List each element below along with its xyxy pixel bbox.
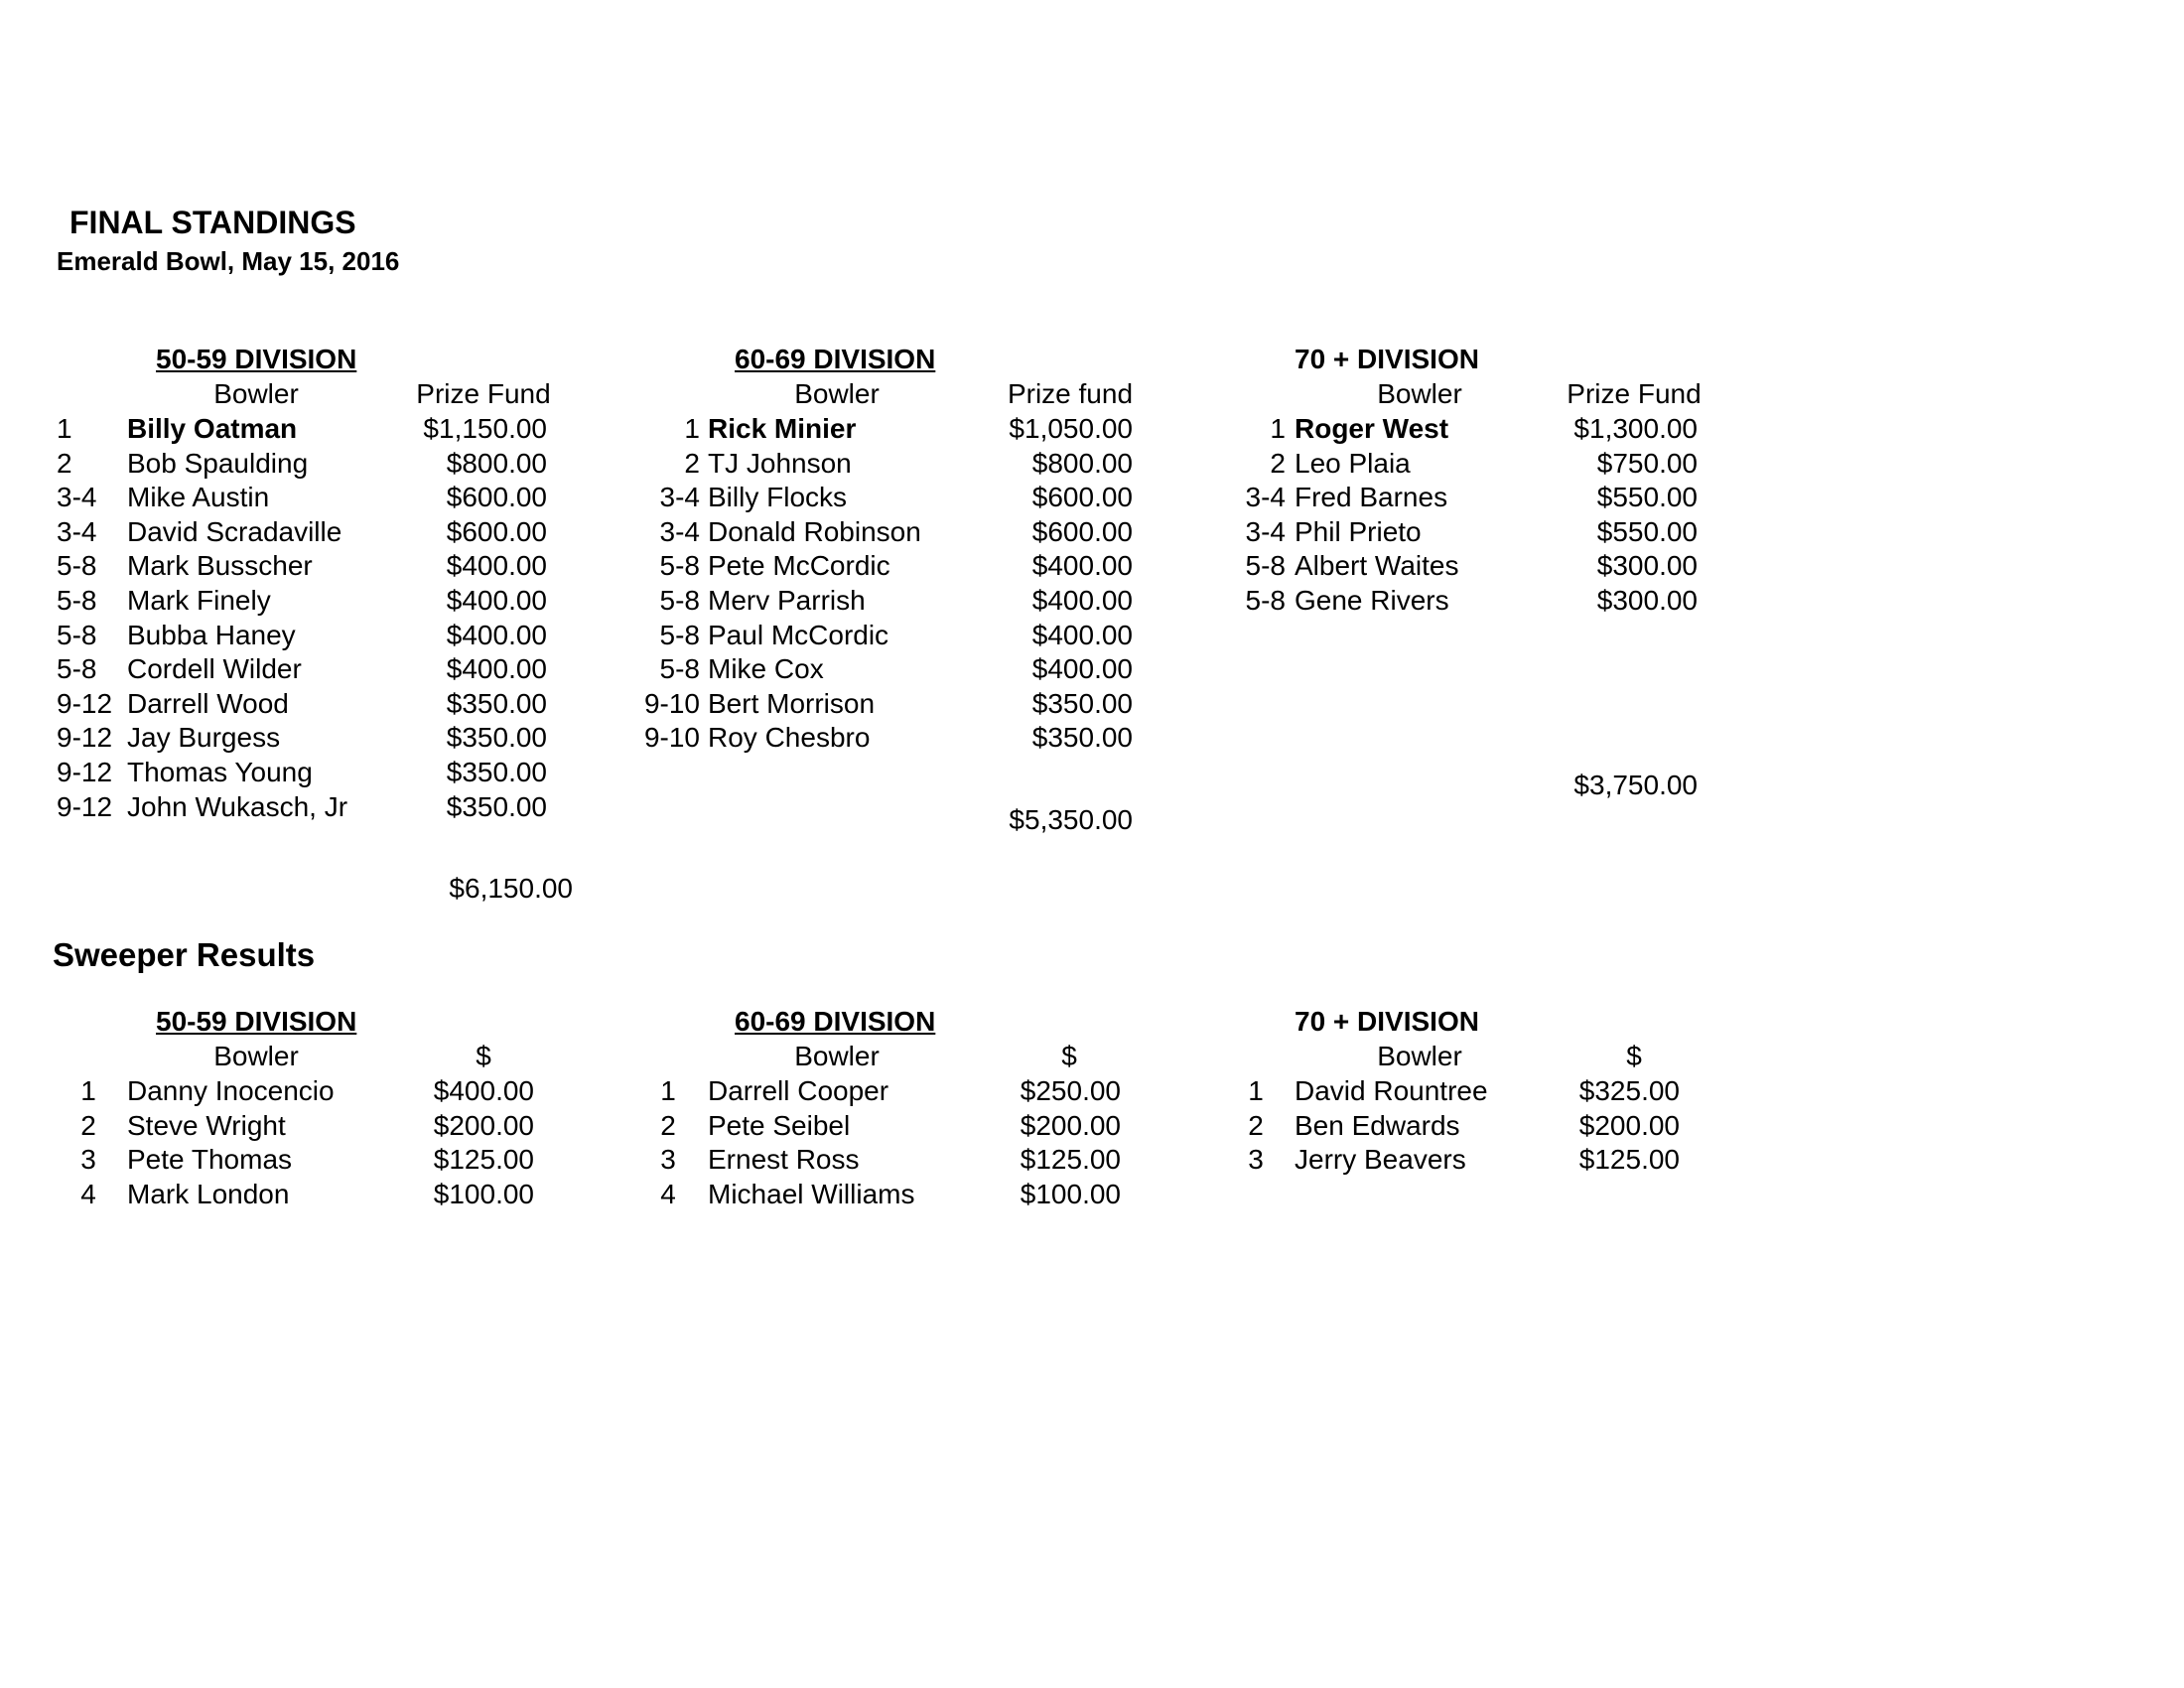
rank: 1 (57, 413, 72, 444)
bowler-column-header: Bowler (1377, 1041, 1462, 1071)
page-subtitle: Emerald Bowl, May 15, 2016 (57, 246, 400, 276)
rank: 3-4 (1245, 515, 1286, 547)
sweeper-amount: $400.00 (433, 1075, 534, 1106)
rank: 2 (660, 1109, 676, 1141)
rank: 2 (80, 1109, 96, 1141)
bowler-name: David Rountree (1295, 1075, 1488, 1106)
bowler-column-header: Bowler (794, 1041, 880, 1071)
bowler-name: Bob Spaulding (127, 447, 309, 479)
prize-amount: $350.00 (1031, 687, 1133, 719)
rank: 2 (57, 447, 72, 479)
division-title: 70 + DIVISION (1295, 344, 1479, 374)
rank: 5-8 (1245, 585, 1286, 616)
bowler-name: Ernest Ross (708, 1144, 860, 1176)
bowler-column-header: Bowler (213, 1041, 299, 1071)
rank: 2 (1248, 1109, 1264, 1141)
rank: 3-4 (57, 515, 97, 547)
prize-amount: $800.00 (1031, 447, 1133, 479)
rank: 5-8 (57, 619, 97, 650)
prize-amount: $350.00 (446, 722, 547, 754)
prize-amount: $400.00 (446, 619, 547, 650)
prize-amount: $350.00 (446, 757, 547, 787)
rank: 1 (684, 413, 700, 444)
bowler-column-header: Bowler (213, 378, 299, 409)
bowler-name: Leo Plaia (1295, 447, 1411, 479)
bowler-name: Phil Prieto (1295, 515, 1422, 547)
rank: 5-8 (659, 550, 700, 582)
rank: 2 (684, 447, 700, 479)
prize-amount: $300.00 (1596, 585, 1698, 616)
sweeper-amount: $125.00 (1020, 1144, 1121, 1176)
sweeper-amount: $325.00 (1578, 1075, 1680, 1106)
bowler-name: Fred Barnes (1295, 482, 1448, 513)
prize-amount: $400.00 (446, 585, 547, 616)
prize-amount: $400.00 (446, 653, 547, 685)
rank: 1 (1270, 413, 1286, 444)
bowler-name: Roger West (1295, 413, 1449, 444)
rank: 9-12 (57, 722, 113, 754)
rank: 5-8 (57, 653, 97, 685)
bowler-name: Mark Finely (127, 585, 271, 616)
sweeper-amount: $250.00 (1020, 1075, 1121, 1106)
sweeper-amount: $200.00 (1578, 1109, 1680, 1141)
rank: 9-12 (57, 790, 113, 822)
bowler-name: Darrell Wood (127, 687, 289, 719)
bowler-name: Donald Robinson (708, 515, 921, 547)
rank: 5-8 (659, 653, 700, 685)
bowler-name: Gene Rivers (1295, 585, 1449, 616)
prize-amount: $350.00 (1031, 722, 1133, 754)
prize-amount: $1,300.00 (1573, 413, 1698, 444)
prize-amount: $1,150.00 (423, 413, 547, 444)
bowler-name: Michael Williams (708, 1178, 915, 1209)
rank: 5-8 (659, 585, 700, 616)
page-title: FINAL STANDINGS (69, 205, 356, 240)
bowler-column-header: Bowler (794, 378, 880, 409)
sweeper-amount: $200.00 (433, 1109, 534, 1141)
prize-amount: $600.00 (446, 515, 547, 547)
bowler-name: Rick Minier (708, 413, 857, 444)
bowler-name: Pete Seibel (708, 1109, 851, 1141)
bowler-name: Pete Thomas (127, 1144, 293, 1176)
bowler-name: Mark Busscher (127, 550, 313, 582)
prize-amount: $550.00 (1596, 482, 1698, 513)
bowler-name: Jerry Beavers (1295, 1144, 1466, 1176)
prize-amount: $550.00 (1596, 515, 1698, 547)
bowler-name: Darrell Cooper (708, 1075, 889, 1106)
prize-amount: $800.00 (446, 447, 547, 479)
prize-column-header: Prize Fund (1567, 378, 1702, 409)
rank: 5-8 (1245, 550, 1286, 582)
prize-amount: $1,050.00 (1009, 413, 1133, 444)
rank: 4 (660, 1178, 676, 1209)
rank: 3-4 (659, 482, 700, 513)
rank: 3-4 (1245, 482, 1286, 513)
division-total: $3,750.00 (1573, 770, 1698, 800)
prize-amount: $400.00 (1031, 619, 1133, 650)
rank: 3 (660, 1144, 676, 1176)
rank: 3-4 (57, 482, 97, 513)
bowler-name: Pete McCordic (708, 550, 890, 582)
rank: 5-8 (57, 585, 97, 616)
bowler-name: Danny Inocencio (127, 1075, 335, 1106)
sweeper-amount: $200.00 (1020, 1109, 1121, 1141)
sweeper-amount: $125.00 (1578, 1144, 1680, 1176)
prize-amount: $600.00 (446, 482, 547, 513)
amount-column-header: $ (476, 1041, 491, 1071)
prize-amount: $350.00 (446, 790, 547, 822)
bowler-name: TJ Johnson (708, 447, 852, 479)
bowler-name: Merv Parrish (708, 585, 866, 616)
prize-amount: $400.00 (1031, 585, 1133, 616)
division-total: $6,150.00 (449, 873, 573, 904)
bowler-name: Mark London (127, 1178, 290, 1209)
bowler-name: Jay Burgess (127, 722, 281, 754)
division-title: 60-69 DIVISION (735, 1006, 936, 1037)
division-total: $5,350.00 (1009, 804, 1133, 835)
division-title: 50-59 DIVISION (156, 1006, 357, 1037)
prize-column-header: Prize Fund (416, 378, 551, 409)
prize-column-header: Prize fund (1007, 378, 1134, 409)
prize-amount: $400.00 (446, 550, 547, 582)
prize-amount: $600.00 (1031, 482, 1133, 513)
sweeper-amount: $100.00 (433, 1178, 534, 1209)
rank: 5-8 (659, 619, 700, 650)
sweeper-results-title: Sweeper Results (53, 936, 316, 973)
bowler-name: Roy Chesbro (708, 722, 871, 754)
rank: 9-10 (643, 687, 700, 719)
division-title: 70 + DIVISION (1295, 1006, 1479, 1037)
prize-amount: $750.00 (1596, 447, 1698, 479)
sweeper-amount: $125.00 (433, 1144, 534, 1176)
bowler-name: Mike Austin (127, 482, 270, 513)
sweeper-amount: $100.00 (1020, 1178, 1121, 1209)
bowler-name: Bubba Haney (127, 619, 296, 650)
division-title: 50-59 DIVISION (156, 344, 357, 374)
rank: 9-12 (57, 757, 113, 787)
rank: 1 (1248, 1075, 1264, 1106)
bowler-name: Mike Cox (708, 653, 824, 685)
prize-amount: $400.00 (1031, 653, 1133, 685)
rank: 3 (80, 1144, 96, 1176)
prize-amount: $300.00 (1596, 550, 1698, 582)
amount-column-header: $ (1626, 1041, 1642, 1071)
bowler-name: Thomas Young (127, 757, 313, 787)
rank: 5-8 (57, 550, 97, 582)
rank: 3-4 (659, 515, 700, 547)
rank: 9-10 (643, 722, 700, 754)
bowler-name: Paul McCordic (708, 619, 889, 650)
prize-amount: $600.00 (1031, 515, 1133, 547)
prize-amount: $350.00 (446, 687, 547, 719)
bowler-name: Steve Wright (127, 1109, 286, 1141)
bowler-name: Albert Waites (1295, 550, 1459, 582)
rank: 3 (1248, 1144, 1264, 1176)
rank: 4 (80, 1178, 96, 1209)
amount-column-header: $ (1061, 1041, 1077, 1071)
division-title: 60-69 DIVISION (735, 344, 936, 374)
bowler-name: Billy Flocks (708, 482, 848, 513)
prize-amount: $400.00 (1031, 550, 1133, 582)
bowler-name: Bert Morrison (708, 687, 876, 719)
rank: 2 (1270, 447, 1286, 479)
bowler-name: John Wukasch, Jr (127, 790, 348, 822)
rank: 1 (660, 1075, 676, 1106)
bowler-name: Billy Oatman (127, 413, 298, 444)
rank: 9-12 (57, 687, 113, 719)
rank: 1 (80, 1075, 96, 1106)
bowler-name: Cordell Wilder (127, 653, 302, 685)
bowler-column-header: Bowler (1377, 378, 1462, 409)
bowler-name: Ben Edwards (1295, 1109, 1460, 1141)
bowler-name: David Scradaville (127, 515, 342, 547)
